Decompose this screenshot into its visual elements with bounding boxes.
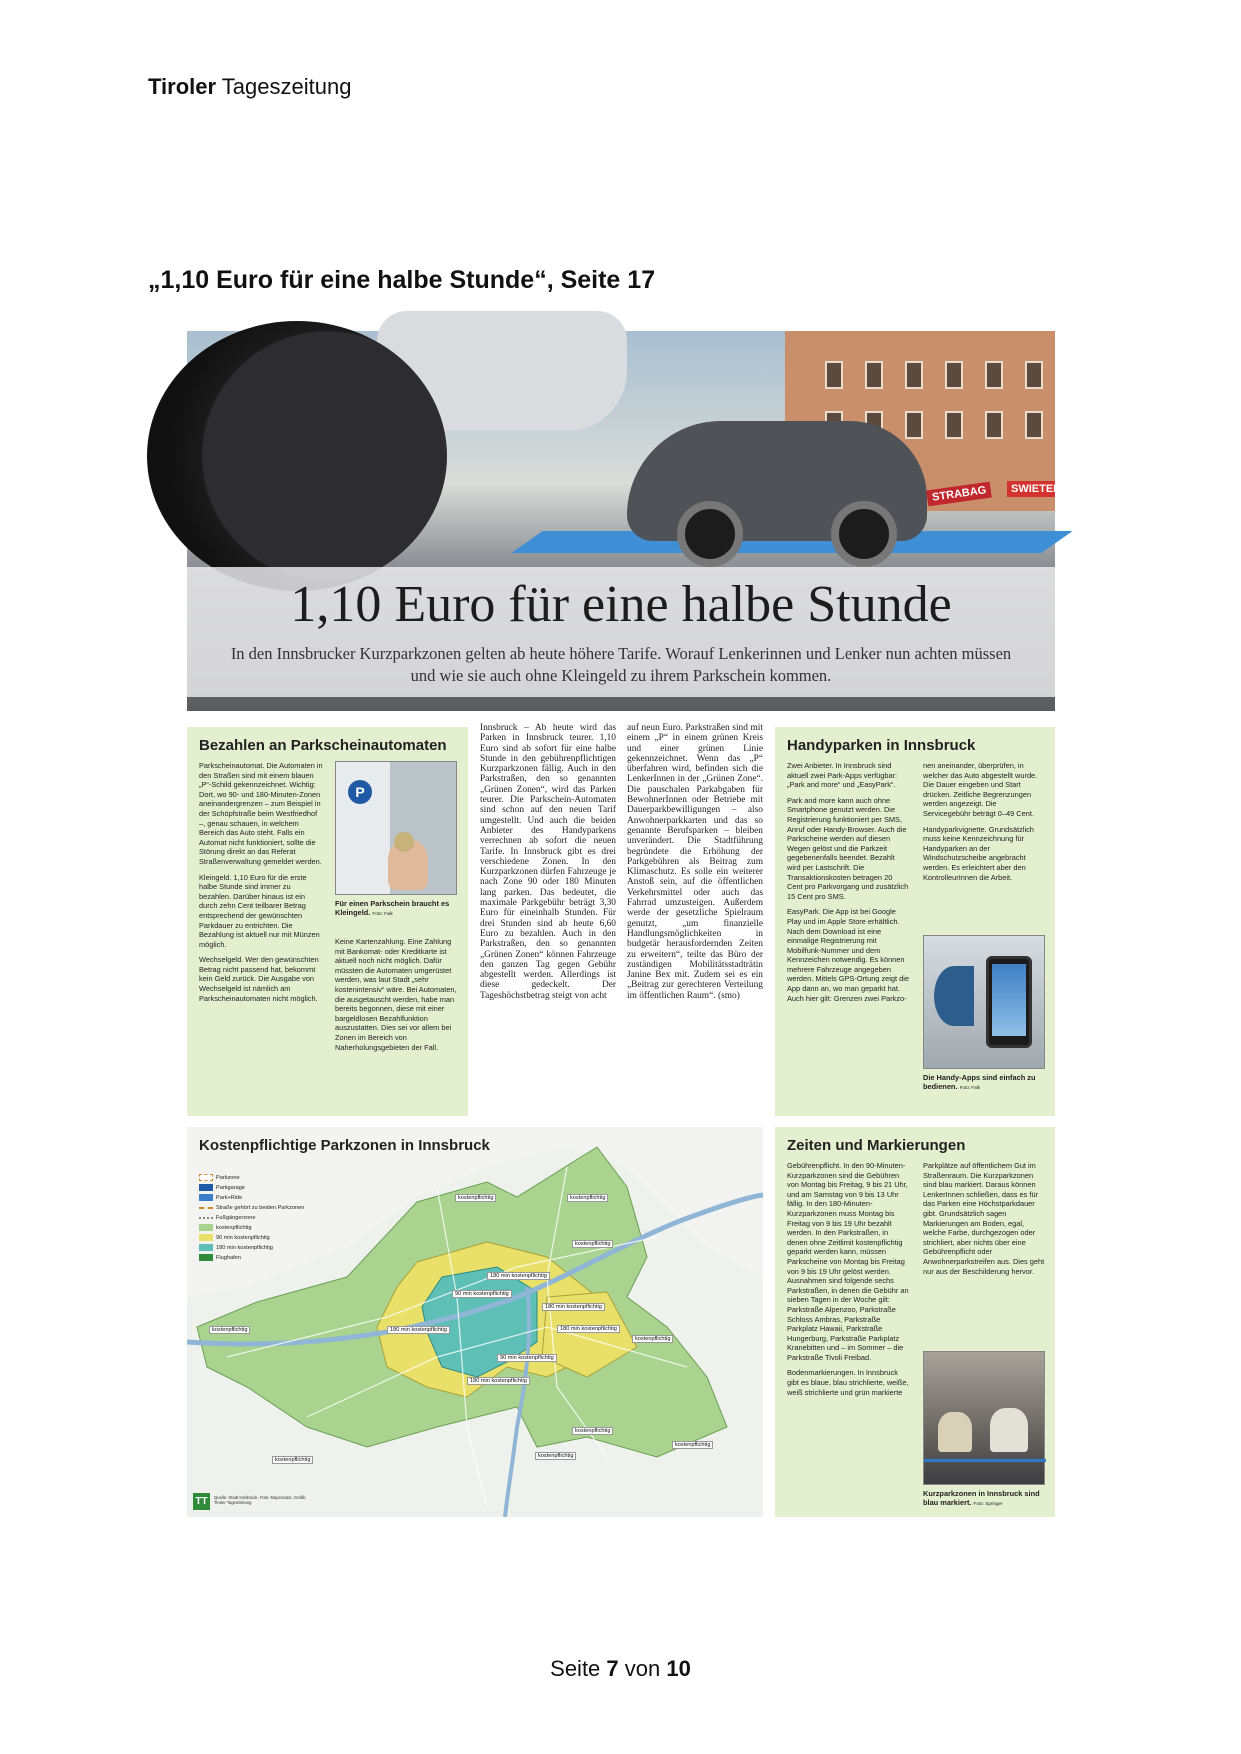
- brand-bold: Tiroler: [148, 74, 217, 99]
- legend-airport: Flughafen: [199, 1253, 304, 1263]
- handy-photo-caption: Die Handy-Apps sind einfach zu bedienen. Foto: Falk: [923, 1073, 1036, 1091]
- box-handy-title: Handyparken in Innsbruck: [787, 737, 976, 754]
- box-zeiten-title: Zeiten und Markierungen: [787, 1137, 966, 1154]
- automat-photo-caption: Für einen Parkschein braucht es Kleingeld. Foto: Falk: [335, 899, 450, 917]
- scooter: [990, 1408, 1028, 1452]
- map-label: 90 min kostenpflichtig: [497, 1354, 557, 1362]
- page-header: [148, 74, 351, 100]
- zeiten-text-2: Bodenmarkierungen. In Innsbruck gibt es blaue, blau strichlierte, weiße, weiß strichlierte und grün markierte: [787, 1368, 909, 1397]
- article-subtitle: In den Innsbrucker Kurzparkzonen gelten ab heute höhere Tarife. Worauf Lenkerinnen und Lenker nun achten müssen und wie sie auch ohne Kleingeld zu ihrem Parkschein kommen.: [230, 644, 1012, 685]
- map-label: 90 min kostenpflichtig: [452, 1290, 512, 1298]
- automat-photo: [335, 761, 457, 895]
- handy-photo-credit: Foto: Falk: [959, 1085, 980, 1090]
- zeiten-photo-credit: Foto: Springer: [973, 1501, 1003, 1506]
- handy-col2: [923, 761, 1045, 882]
- map-label: kostenpflichtig: [272, 1456, 313, 1464]
- zeiten-photo: [923, 1351, 1045, 1485]
- map-label: kostenpflichtig: [209, 1326, 250, 1334]
- map-label: 180 min kostenpflichtig: [467, 1377, 530, 1385]
- article-col-2: auf neun Euro. Parkstraßen sind mit einem „P“ in einem grünen Kreis und einer grünen Linie gekennzeichnet. Wenn das „P“ überfahren wird, befinden sich die LenkerInnen in der „Grünen Zone“. Die pauschalen Parkabgaben für BewohnerInnen oder Betriebe mit Dauerparkbewilligungen – also Anwohnerparkkarten und das so genannte Berufsparken – bleiben unverändert. Die Stadtführung begründete die Erhöhung der Parkgebühren als Beitrag zum Klimaschutz. Es solle ein weiterer Anstoß sein, auf die öffentlichen Verkehrsmittel oder auch das Fahrrad umzusteigen. Außerdem werde der gesetzliche Spielraum genutzt, „um finanzielle Handlungsmöglichkeiten in budgetär herausfordernden Zeiten zu erweitern“, teilte das Büro der zuständigen Mobilitätsstadträtin Janine Bex mit. Zudem sei es ein „Beitrag zur gerechteren Verteilung im öffentlichen Raum“. (smo): [627, 723, 763, 1001]
- automat-photo-credit: Foto: Falk: [372, 911, 393, 916]
- zeiten-text-1: Gebührenpflicht. In den 90-Minuten-Kurzparkzonen sind die Gebühren von Montag bis Freitag, 9 bis 21 Uhr, und am Samstag von 9 bis 13 Uhr fällig. In den 180-Minuten-Kurzparkzonen muss Montag bis Freitag von 9 bis 19 Uhr bezahlt werden. In den Parkstraßen, in denen ohne Zeitlimit kostenpflichtig geparkt werden kann, müssen Parkscheine von Montag bis Freitag von 9 bis 19 Uhr gelöst werden. Ausnahmen sind folgende sechs Parkstraßen, in denen die Gebühr an sieben Tagen in der Woche gilt: Parkstraße Alpenzoo, Parkstraße Schloss Ambras, Parkstraße Parkplatz Hawaii, Parkstraße Hungerburg, Parkstraße Parkplatz Kranebitten und – im Sommer – die Parkstraße Tivoli Freibad.: [787, 1161, 909, 1362]
- map-source: Quelle: Stadt Innsbruck, Foto: Mapcreator, Grafik: Tiroler Tageszeitung: [214, 1495, 307, 1505]
- box-map-title: Kostenpflichtige Parkzonen in Innsbruck: [199, 1137, 490, 1154]
- article-col-1: Innsbruck – Ab heute wird das Parken in Innsbruck teurer. 1,10 Euro sind ab sofort für eine halbe Stunde in den gebührenpflichtigen Kurzparkzonen fällig. Auch in den Parkstraßen, den so genannten „Grünen Zonen“, wird das Parken teurer. Die Parkschein-Automaten sind schon auf den neuen Tarif umgestellt. Und auch die beiden Anbieter des Handyparkens verrechnen ab sofort die neuen Tarife. In Innsbruck gibt es drei verschiedene Zonen. In den Kurzparkzonen dürfen Fahrzeuge je nach Zone 90 oder 180 Minuten lang parken. Das bedeutet, die maximale Parkgebühr beträgt 3,30 Euro für eineinhalb Stunden. Für drei Stunden sind ab heute 6,60 Euro zu bezahlen. Auch in den Parkstraßen, den so genannten „Grünen Zonen“ können Fahrzeuge den ganzen Tag gegen Gebühr abgestellt werden. Allerdings ist diese gedeckelt. Der Tageshöchstbetrag steigt von acht: [480, 723, 616, 1001]
- legend-park-ride: Park+Ride: [199, 1193, 304, 1203]
- automat-text-3: Wechselgeld. Wer den gewünschten Betrag nicht passend hat, bekommt kein Geld zurück. Die Ausgabe von Wechselgeld ist nämlich am Parkscheinautomaten nicht möglich.: [199, 955, 319, 1003]
- blue-marking: [924, 1459, 1046, 1462]
- automat-text-1: Parkscheinautomat. Die Automaten in den Straßen sind mit einem blauen „P“-Schild gekennzeichnet. Wichtig: Dort, wo 90- und 180-Minuten-Zonen aneinandergrenzen – zum Beispiel in der Schöpfstraße beim Westfriedhof –, genau schauen, in welchem Bereich das Auto steht. Falls ein Automat nicht funktioniert, sollte die Störung direkt an das Referat Straßenverwaltung gemeldet werden.: [199, 761, 323, 866]
- legend-kostenpflichtig: kostenpflichtig: [199, 1223, 304, 1233]
- legend-pedestrian: Fußgängerzone: [199, 1213, 304, 1223]
- newspaper-clipping: [187, 331, 1083, 1517]
- box-handy: [775, 727, 1055, 1116]
- handy-text-3: EasyPark. Die App ist bei Google Play und im Apple Store erhältlich. Nach dem Download ist eine einmalige Registrierung mit Mobilfunk-Nummer und dem Kennzeichen notwendig. Es können mehrere Fahrzeuge angegeben werden. Mittels GPS-Ortung zeigt die App dann an, wo man geparkt hat. Auch hier gilt: Grenzen zwei Parkzo-: [787, 907, 909, 1003]
- automat-col1: [199, 761, 323, 1003]
- map-label: kostenpflichtig: [672, 1441, 713, 1449]
- page-footer: Seite 7 von 10: [550, 1656, 691, 1681]
- map-label: 180 min kostenpflichtig: [487, 1272, 550, 1280]
- legend-both-zones: Straße gehört zu beiden Parkzonen: [199, 1203, 304, 1213]
- legend-90min: 90 min kostenpflichtig: [199, 1233, 304, 1243]
- handy-text-1: Zwei Anbieter. In Innsbruck sind aktuell zwei Park-Apps verfügbar: „Park and more“ und „EasyPark“.: [787, 761, 898, 790]
- construction-sign-2: SWIETELSKY: [1007, 481, 1055, 497]
- page-total: 10: [666, 1656, 691, 1681]
- map-label: kostenpflichtig: [572, 1427, 613, 1435]
- map-label: 180 min kostenpflichtig: [387, 1326, 450, 1334]
- scooter: [938, 1412, 972, 1452]
- zeiten-col1: [787, 1161, 909, 1397]
- zeiten-photo-caption: Kurzparkzonen in Innsbruck sind blau markiert. Foto: Springer: [923, 1489, 1040, 1507]
- page-current: 7: [606, 1656, 619, 1681]
- box-automat-title: Bezahlen an Parkscheinautomaten: [199, 737, 447, 754]
- map-label: kostenpflichtig: [632, 1335, 673, 1343]
- map-label: kostenpflichtig: [455, 1194, 496, 1202]
- handy-text-2: Park and more kann auch ohne Smartphone genutzt werden. Die Registrierung funktioniert per SMS, Anruf oder Handy-Browser. Auch die Parkscheine werden auf diesen Wegen gelöst und die Parkzeit gegebenenfalls beendet. Bezahlt wird per Lastschrift. Die Transaktionskosten betragen 20 Cent pro Parkvorgang und zusätzlich 15 Cent pro SMS.: [787, 795, 909, 901]
- tt-logo: TT: [193, 1493, 210, 1510]
- article-title: 1,10 Euro für eine halbe Stunde: [290, 576, 952, 633]
- box-map: [187, 1127, 763, 1517]
- map-label: kostenpflichtig: [567, 1194, 608, 1202]
- legend-180min: 180 min kostenpflichtig: [199, 1243, 304, 1253]
- map-label: kostenpflichtig: [535, 1452, 576, 1460]
- legend-parkzone: Parkzone: [199, 1173, 304, 1183]
- grey-car: [627, 421, 927, 541]
- zeiten-col2: Parkplätze auf öffentlichem Gut im Straßenraum. Die Kurzparkzonen sind blau markiert. Daraus können LenkerInnen schließen, dass es für das Parken eine Höchstparkdauer gibt. Grundsätzlich sagen Markierungen am Boden, egal, welche Farbe, durchgezogen oder strichliert, aber nichts über eine Gebührenpflicht oder Anwohnerparkstreifen aus. Dies geht nur aus der Beschilderung hervor.: [923, 1161, 1045, 1276]
- legend-parkgarage: Parkgarage: [199, 1183, 304, 1193]
- automat-text-2: Kleingeld. 1,10 Euro für die erste halbe Stunde sind immer zu bezahlen. Darüber hinaus ist ein durch zehn Cent teilbarer Betrag entsprechend der gewünschten Parkdauer zu entrichten. Die Bezahlung ist aktuell nur mit Münzen möglich.: [199, 872, 320, 949]
- handy-text-4: nen aneinander, überprüfen, in welcher das Auto abgestellt wurde. Die Dauer eingeben und Start drücken. Zeitliche Begrenzungen werden angezeigt. Die Servicegebühr beträgt 0–49 Cent.: [923, 761, 1038, 818]
- car-tire: [147, 321, 447, 591]
- parking-p-icon: P: [348, 780, 372, 804]
- box-automat: [187, 727, 468, 1116]
- coin-icon: [394, 832, 414, 852]
- box-zeiten: [775, 1127, 1055, 1517]
- map-label: 180 min kostenpflichtig: [557, 1325, 620, 1333]
- handy-col1: [787, 761, 909, 1003]
- automat-col2: Keine Kartenzahlung. Eine Zahlung mit Bankomat- oder Kreditkarte ist aktuell noch nicht möglich. Dafür müssten die Automaten umgerüstet werden, was laut Stadt „sehr kostenintensiv“ wäre. Bei Automaten, die ausgetauscht werden, habe man bereits begonnen, diese mit einer bargeldlosen Bezahlfunktion auszustatten. Dies sei vor allem bei Zonen im Bereich von Naherholungsgebieten der Fall.: [335, 937, 457, 1052]
- brand-rest: Tageszeitung: [216, 74, 352, 99]
- handy-text-5: Handyparkvignette. Grundsätzlich muss keine Kennzeichnung für Handyparken an der Windschutzscheibe angebracht werden. Es erleichtert aber den KontrolleurInnen die Arbeit.: [923, 824, 1034, 882]
- map-legend: [199, 1173, 304, 1263]
- terminal: [934, 966, 974, 1026]
- map-label: kostenpflichtig: [572, 1240, 613, 1248]
- smartphone-icon: [986, 956, 1032, 1048]
- map-label: 180 min kostenpflichtig: [542, 1303, 605, 1311]
- clipping-caption: „1,10 Euro für eine halbe Stunde“, Seite 17: [148, 266, 656, 294]
- headline-photo: [187, 331, 1083, 711]
- construction-sign: STRABAG: [926, 482, 992, 507]
- handy-photo: [923, 935, 1045, 1069]
